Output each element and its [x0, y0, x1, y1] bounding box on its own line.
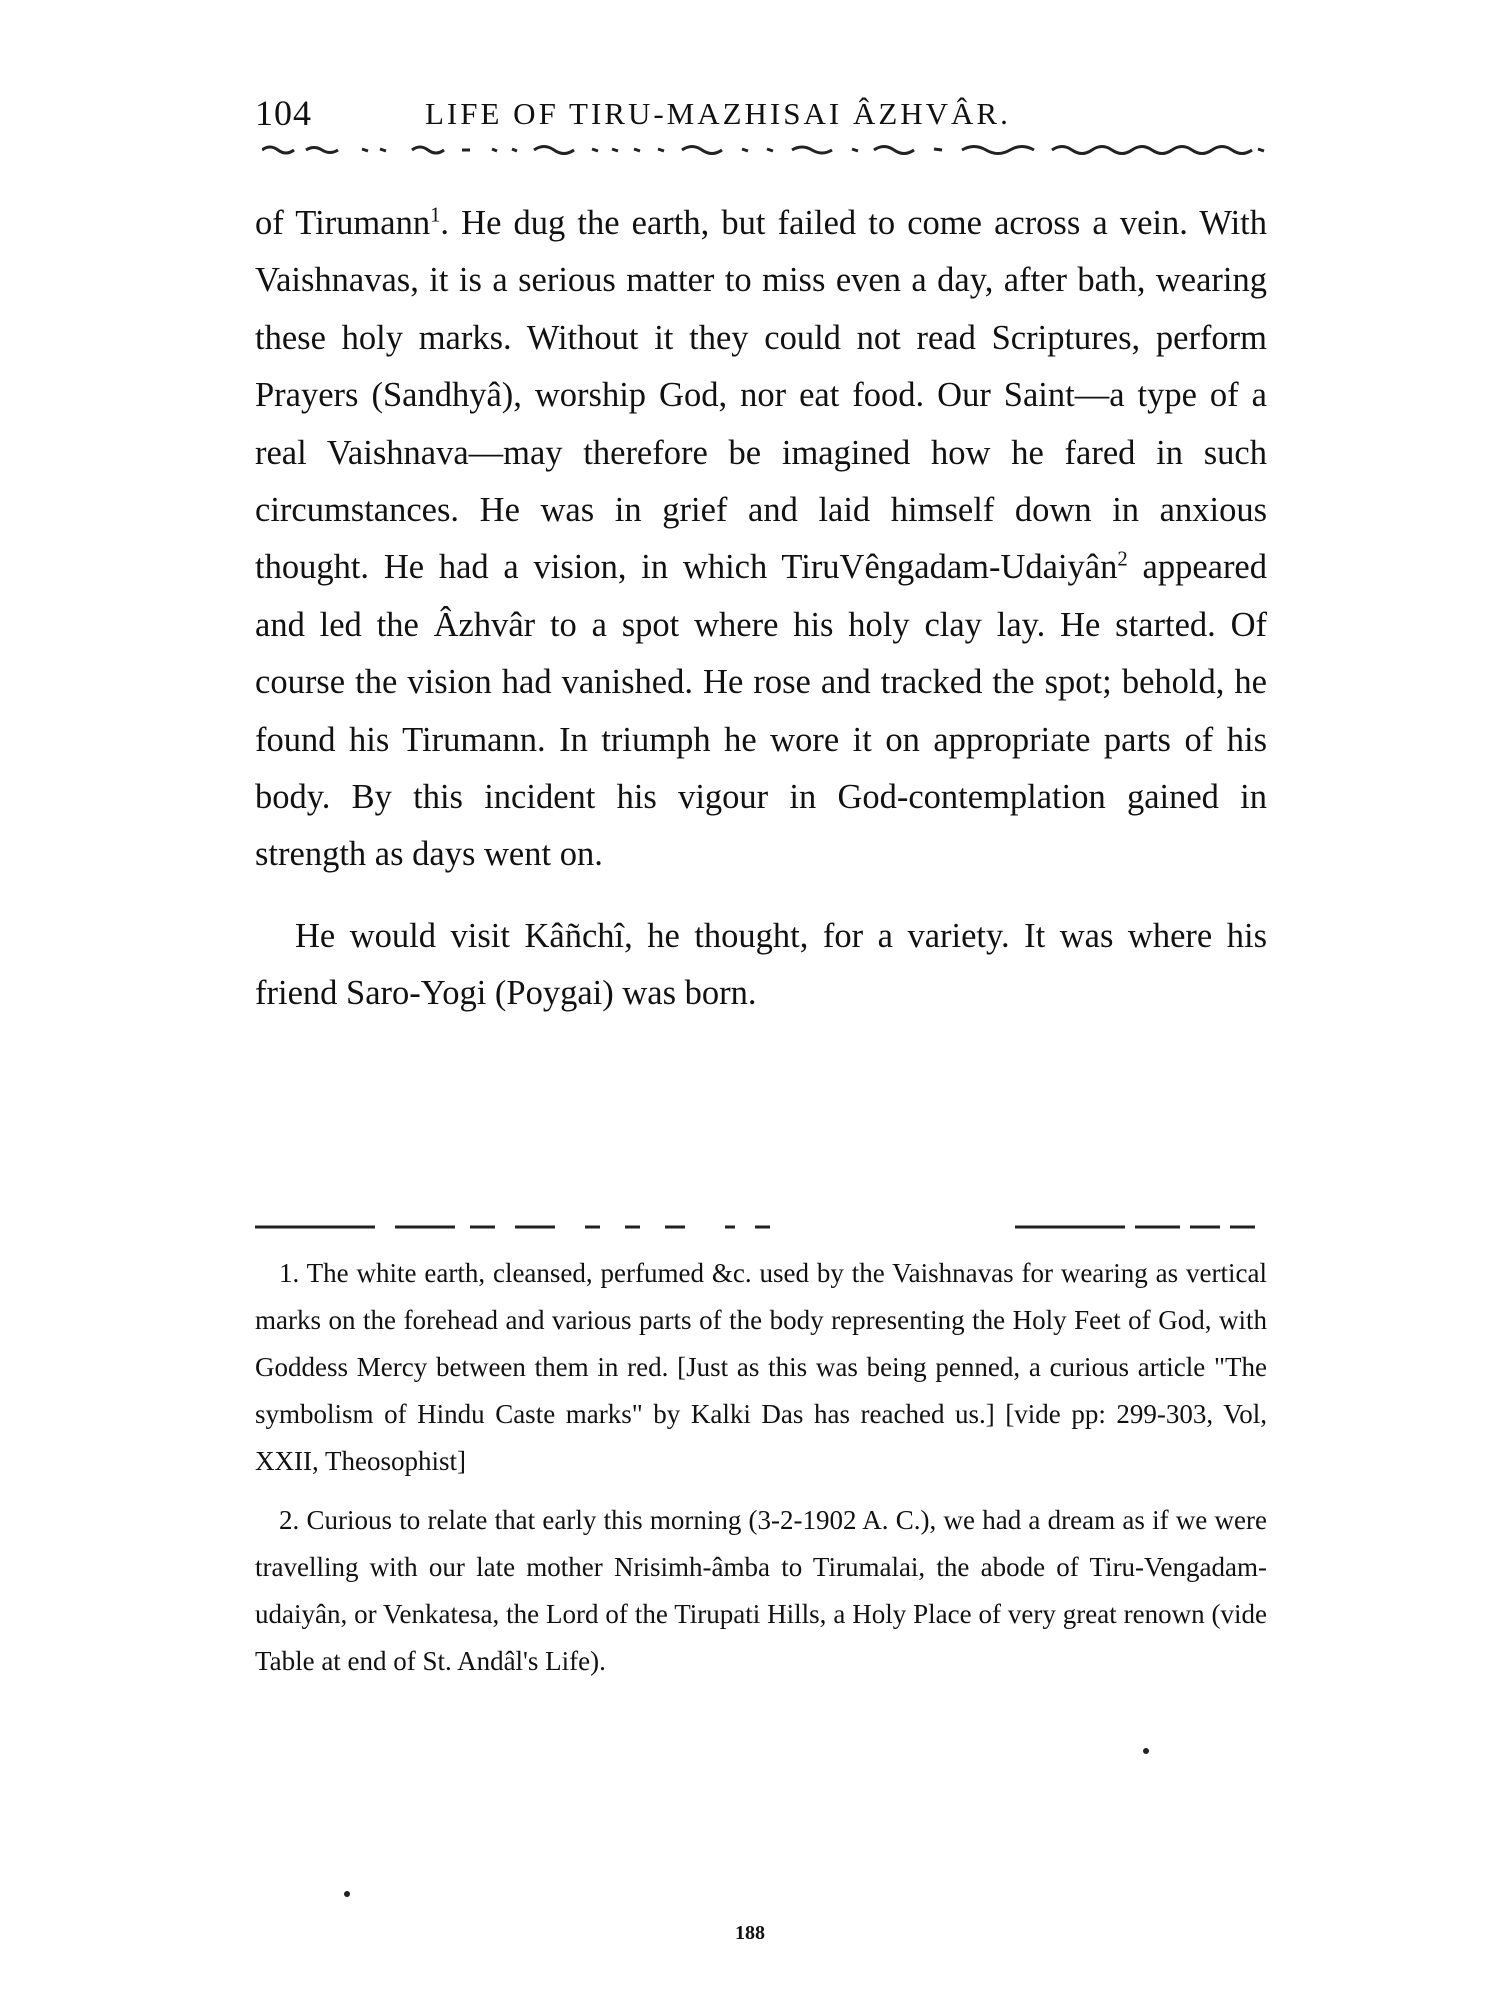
ink-speck — [344, 1891, 350, 1897]
folio-number: 188 — [735, 1922, 765, 1944]
footnote-1: 1. The white earth, cleansed, perfumed &c. used by the Vaishnavas for wearing as vertical marks on the forehead and various parts of the body representing the Holy Feet of God, with Goddess Mercy between them in red. [Just as this was being penned, a curious article "The symbolism of Hindu Caste marks" by Kalki Das has reached us.] [vide pp: 299-303, Vol, XXII, Theosophist] — [255, 1258, 1267, 1476]
paragraph-1 — [255, 195, 1267, 884]
decorative-rule — [262, 140, 1267, 158]
ink-speck — [1143, 1748, 1149, 1754]
page-header — [255, 92, 1265, 132]
body-text — [255, 195, 1267, 1023]
footnote-rule — [255, 1223, 1267, 1231]
paragraph-1-part-b: . He dug the earth, but failed to come across a vein. With Vaishnavas, it is a serious matter to miss even a day, after bath, wearing these holy marks. Without it they could not read Scriptures, perform Prayers (Sandhyâ), worship God, nor eat food. Our Saint—a type of a real Vaishnava—may therefore be imagined how he fared in such circumstances. He was in grief and laid himself down in anxious thought. He had a vision, in which TiruVêngadam-Udaiyân — [255, 204, 1267, 587]
footnotes — [255, 1250, 1267, 1685]
paragraph-1-part-a: of Tirumann — [255, 204, 431, 242]
footnote-ref-2: 2 — [1117, 548, 1128, 571]
footnote-2: 2. Curious to relate that early this morning (3-2-1902 A. C.), we had a dream as if we were travelling with our late mother Nrisimh-âmba to Tirumalai, the abode of Tiru-Vengadam-udaiyân, or Venkatesa, the Lord of the Tirupati Hills, a Holy Place of very great renown (vide Table at end of St. Andâl's Life). — [255, 1505, 1267, 1676]
footnote-ref-1: 1 — [430, 204, 441, 227]
paragraph-2: He would visit Kâñchî, he thought, for a variety. It was where his friend Saro-Yogi (Poygai) was born. — [255, 916, 1267, 1013]
paragraph-1-part-c: appeared and led the Âzhvâr to a spot where his holy clay lay. He started. Of course the vision had vanished. He rose and tracked the spot; behold, he found his Tirumann. In triumph he wore it on appropriate parts of his body. By this incident his vigour in God-contemplation gained in strength as days went on. — [255, 548, 1267, 874]
running-head: LIFE OF TIRU-MAZHISAI ÂZHVÂR. — [425, 96, 1011, 131]
page-number: 104 — [255, 93, 312, 133]
